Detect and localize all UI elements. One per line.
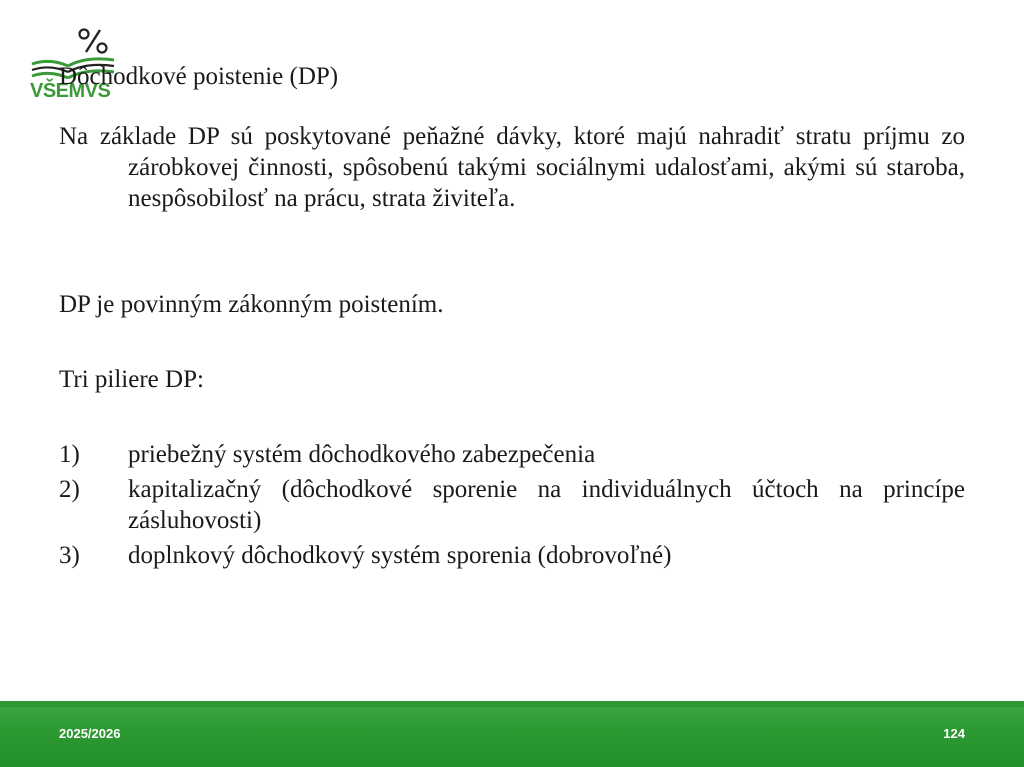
list-item: [59, 540, 965, 571]
list-item-text: priebežný systém dôchodkového zabezpečenia: [128, 441, 596, 468]
paragraph-mandatory: DP je povinným zákonným poistením.: [59, 291, 444, 318]
slide-title: Dôchodkové poistenie (DP): [59, 63, 339, 90]
list-item-number: 2): [59, 476, 80, 503]
paragraph-definition: Na základe DP sú poskytované peňažné dávky, ktoré majú nahradiť stratu príjmu zo zárobkovej činnosti, spôsobenú takými sociálnymi udalosťami, akými sú staroba, nespôsobilosť na prácu, strata živiteľa.: [59, 123, 965, 212]
logo-text: VŠEMVS: [30, 80, 111, 102]
list-item-text: kapitalizačný (dôchodkové sporenie na individuálnych účtoch na princípe zásluhovosti): [128, 476, 965, 534]
list-item: [59, 474, 965, 536]
paragraph-pillars-heading: Tri piliere DP:: [59, 366, 204, 393]
footer-bar: [0, 701, 1024, 767]
list-item-number: 1): [59, 441, 80, 468]
footer-shade: [0, 701, 1024, 707]
footer-date: 2025/2026: [59, 726, 121, 741]
pillars-list: [59, 439, 965, 575]
page-number: 124: [943, 726, 965, 741]
list-item-number: 3): [59, 542, 80, 569]
list-item-text: doplnkový dôchodkový systém sporenia (dobrovoľné): [128, 542, 672, 569]
list-item: [59, 439, 965, 470]
